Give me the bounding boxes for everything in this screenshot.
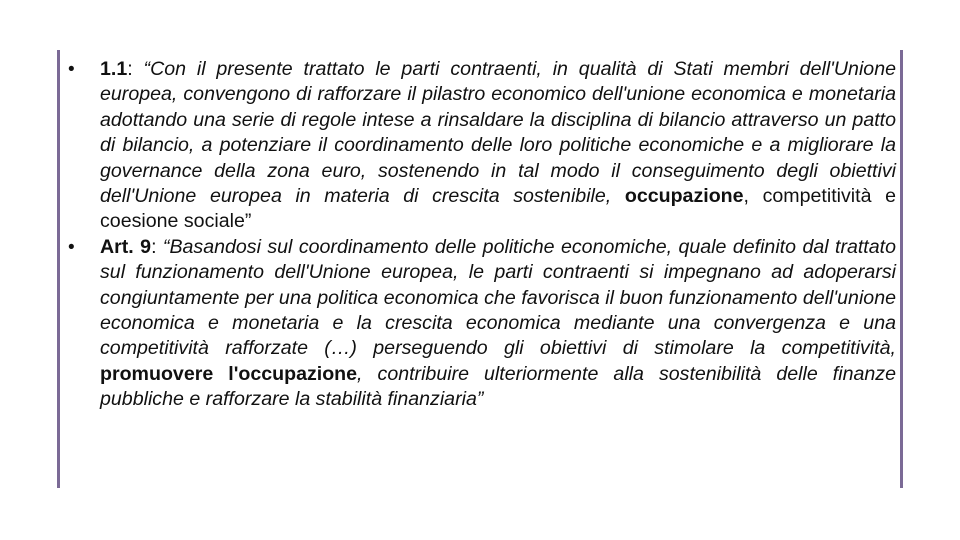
article-label: Art. 9 xyxy=(100,235,152,258)
emphasis-text: occupazione xyxy=(624,185,744,208)
emphasis-text: promuovere l'occupazione xyxy=(100,362,358,385)
bullet-text-2 xyxy=(100,235,896,413)
label-separator: : xyxy=(127,58,144,80)
left-border xyxy=(57,50,60,488)
quote-text: “Basandosi sul coordinamento delle politiche economiche, quale definito dal trattato sul funzionamento dell'Unione europea, le parti contraenti si impegnano ad adoperarsi congiuntamente per una politica economica che favorisca il buon funzionamento dell'unione economica e monetaria e la crescita economica mediante una convergenza e una competitività rafforzate (…) perseguendo gli obiettivi di stimolare la competitività, xyxy=(100,235,896,360)
article-label: 1.1 xyxy=(100,58,128,80)
bullet-icon: • xyxy=(68,59,75,80)
bullet-icon: • xyxy=(68,236,75,258)
bullet-item-1 xyxy=(62,57,896,235)
quote-text: “Con il presente trattato le parti contraenti, in qualità di Stati membri dell'Unione europea, convengono di rafforzare il pilastro economico dell'unione economica e monetaria adottando una serie di regole intese a rinsaldare la disciplina di bilancio attraverso un patto di bilancio, a potenziare il coordinamento delle loro politiche economiche e a migliorare la governance della zona euro, sostenendo in tal modo il conseguimento degli obiettivi dell'Unione europea in materia di crescita sostenibile, xyxy=(100,58,897,208)
bullet-item-2 xyxy=(62,235,896,413)
quote-text-end: , competitività e coesione sociale” xyxy=(100,185,896,233)
bullet-list xyxy=(62,57,896,413)
right-border xyxy=(900,50,903,488)
quote-text-end: , contribuire ulteriormente alla sostenibilità delle finanze pubbliche e rafforzare la stabilità finanziaria” xyxy=(100,362,896,411)
bullet-text-1 xyxy=(100,57,896,235)
label-separator: : xyxy=(151,235,163,258)
